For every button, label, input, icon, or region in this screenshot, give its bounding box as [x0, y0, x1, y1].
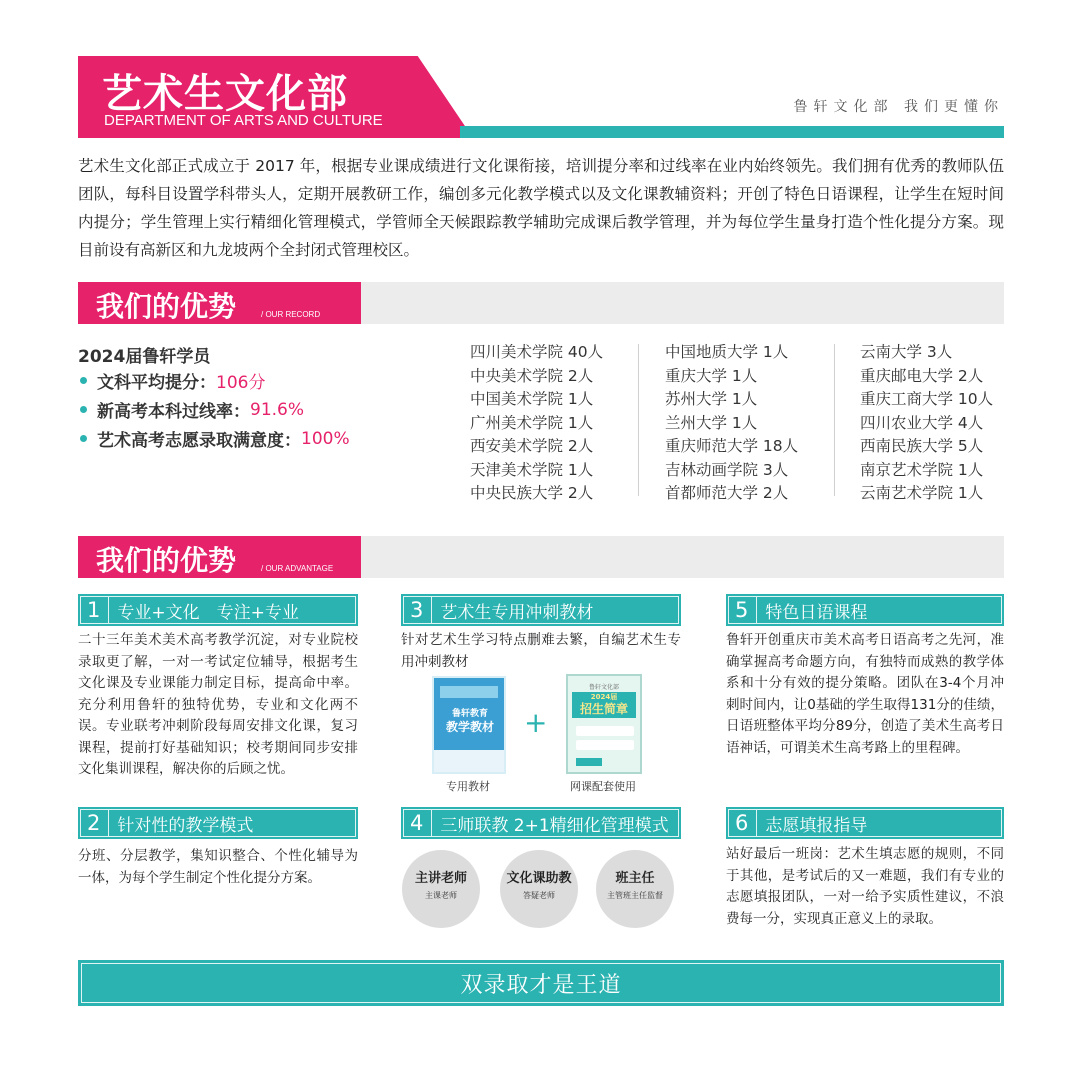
brochure-card	[576, 726, 634, 736]
university-item: 中央美术学院 2人	[470, 366, 594, 385]
page-title: 艺术生文化部	[102, 71, 348, 117]
university-item: 西南民族大学 5人	[860, 437, 984, 455]
university-list-col-3	[860, 340, 993, 505]
column-divider	[834, 344, 835, 496]
bullet-icon	[80, 435, 87, 442]
brochure-title: 招生简章	[579, 702, 628, 716]
intro-paragraph: 艺术生文化部正式成立于 2017 年，根据专业课成绩进行文化课衔接，培训提分率和过线率在业内始终领先。我们拥有优秀的教师队伍团队，每科目设置学科带头人，定期开展教研工作，编创多元化教学模式以及文化课教辅资料；开创了特色日语课程，让学生在短时间内提分；学生管理上实行精细化管理模式，学管师全天候跟踪教学辅助完成课后教学管理，并为每位学生量身打造个性化提分方案。现目前设有高新区和九龙坡两个全封闭式管理校区。	[78, 157, 1004, 259]
teacher-desc: 答疑老师	[523, 891, 555, 900]
stat-value: 91.6%	[250, 399, 305, 420]
stat-label: 艺术高考志愿录取满意度：	[97, 431, 301, 451]
university-item: 南京艺术学院 1人	[860, 460, 984, 479]
stat-value: 100%	[301, 428, 350, 449]
record-heading: 2024届鲁轩学员	[78, 347, 211, 367]
teacher-circle	[402, 850, 480, 928]
teacher-circle	[596, 850, 674, 928]
record-section-subtitle: / OUR RECORD	[261, 310, 321, 319]
advantage-number: 6	[729, 810, 757, 836]
brochure-image	[566, 674, 642, 774]
brochure-year: 2024届	[590, 693, 618, 701]
advantage-3-header	[401, 594, 681, 626]
stat-label: 文科平均提分：	[97, 373, 216, 393]
university-item: 中国地质大学 1人	[665, 343, 789, 361]
textbook-image	[432, 676, 506, 774]
brochure-button	[576, 758, 602, 766]
textbook-caption: 专用教材	[446, 780, 490, 793]
university-item: 兰州大学 1人	[665, 413, 758, 432]
advantage-section-subtitle: / OUR ADVANTAGE	[261, 564, 334, 573]
teacher-circle	[500, 850, 578, 928]
bullet-icon	[80, 406, 87, 413]
plus-icon: +	[524, 706, 548, 739]
university-list-col-1	[470, 340, 603, 505]
university-item: 云南艺术学院 1人	[860, 484, 984, 502]
university-item: 重庆邮电大学 2人	[860, 366, 984, 385]
page-subtitle: DEPARTMENT OF ARTS AND CULTURE	[104, 112, 383, 129]
advantage-2-header	[78, 807, 358, 839]
record-section-title: 我们的优势	[96, 290, 237, 323]
header-accent-bar	[460, 126, 1004, 138]
teacher-role: 班主任	[615, 871, 655, 886]
stats-list	[78, 366, 350, 453]
advantage-title: 三师联教 2+1精细化管理模式	[440, 815, 669, 836]
book-banner	[440, 686, 498, 698]
advantage-title: 艺术生专用冲刺教材	[440, 602, 594, 623]
university-item: 云南大学 3人	[860, 343, 953, 361]
advantage-1-header	[78, 594, 358, 626]
university-item: 四川美术学院 40人	[470, 343, 604, 361]
advantage-5-header	[726, 594, 1004, 626]
advantage-section-bar	[78, 536, 1004, 578]
advantage-1-body: 二十三年美术美术高考教学沉淀，对专业院校录取更了解，一对一考试定位辅导，根据考生文化课及专业课能力制定目标，提高命中率。充分利用鲁轩的独特优势，专业和文化两不误。专业联考冲刺阶段每周安排文化课，复习课程，提前打好基础知识；校考期间同步安排文化集训课程，解决你的后顾之忧。	[78, 632, 358, 777]
footer-banner	[78, 960, 1004, 1006]
stat-item	[78, 395, 350, 424]
stat-item	[78, 424, 350, 453]
advantage-number: 5	[729, 597, 757, 623]
brochure-title-band	[572, 692, 636, 718]
advantage-number: 2	[81, 810, 109, 836]
university-item: 首都师范大学 2人	[665, 484, 789, 502]
university-item: 中央民族大学 2人	[470, 484, 594, 502]
university-item: 苏州大学 1人	[665, 390, 758, 408]
record-section-label-bg	[78, 282, 361, 324]
advantage-3-body: 针对艺术生学习特点删难去繁，自编艺术生专用冲刺教材	[401, 632, 681, 670]
university-item: 中国美术学院 1人	[470, 390, 594, 408]
university-list-col-2	[665, 340, 798, 505]
advantage-number: 1	[81, 597, 109, 623]
book-footer	[434, 750, 504, 772]
brochure-header: 鲁轩文化部	[588, 684, 619, 691]
advantage-2-body: 分班、分层教学，集知识整合、个性化辅导为一体，为每个学生制定个性化提分方案。	[78, 848, 358, 886]
university-item: 吉林动画学院 3人	[665, 460, 789, 479]
advantage-title: 特色日语课程	[765, 602, 868, 623]
advantage-number: 3	[404, 597, 432, 623]
university-item: 广州美术学院 1人	[470, 413, 594, 432]
university-item: 西安美术学院 2人	[470, 437, 594, 455]
column-divider	[638, 344, 639, 496]
advantage-4-header	[401, 807, 681, 839]
advantage-section-label-bg	[78, 536, 361, 578]
advantage-number: 4	[404, 810, 432, 836]
book-line-1: 鲁轩教育	[451, 709, 488, 719]
stat-item	[78, 366, 350, 395]
university-item: 重庆工商大学 10人	[860, 390, 994, 408]
teacher-desc: 主管班主任监督	[607, 891, 663, 900]
university-item: 四川农业大学 4人	[860, 413, 984, 432]
advantage-6-body: 站好最后一班岗：艺术生填志愿的规则，不同于其他，是考试后的又一难题，我们有专业的志愿填报团队，一对一给予实质性建议，不浪费每一分，实现真正意义上的录取。	[726, 846, 1004, 927]
university-item: 重庆师范大学 18人	[665, 437, 799, 455]
university-item: 天津美术学院 1人	[470, 460, 594, 479]
footer-text: 双录取才是王道	[81, 963, 1001, 1003]
record-section-bar	[78, 282, 1004, 324]
university-item: 重庆大学 1人	[665, 366, 758, 385]
teacher-desc: 主课老师	[425, 891, 457, 900]
teacher-role: 主讲老师	[414, 871, 467, 886]
brochure-caption: 网课配套使用	[570, 780, 636, 793]
stat-label: 新高考本科过线率：	[97, 402, 250, 422]
advantage-title: 志愿填报指导	[765, 815, 868, 836]
book-line-2: 教学教材	[445, 720, 494, 734]
advantage-6-header	[726, 807, 1004, 839]
advantage-5-body: 鲁轩开创重庆市美术高考日语高考之先河，准确掌握高考命题方向，有独特而成熟的教学体系和十分有效的提分策略。团队在3-4个月冲刺时间内，让0基础的学生取得131分的佳绩，日语班整体平均分89分，创造了美术生高考日语神话，可谓美术生高考路上的里程碑。	[726, 632, 1004, 756]
advantage-section-title: 我们的优势	[96, 544, 237, 577]
teacher-role: 文化课助教	[506, 871, 572, 886]
advantage-title: 针对性的教学模式	[117, 815, 254, 836]
advantage-title: 专业+文化 专注+专业	[117, 602, 299, 623]
stat-value: 106分	[216, 373, 266, 393]
header-slogan: 鲁轩文化部 我们更懂你	[793, 99, 1004, 115]
brochure-card	[576, 740, 634, 750]
bullet-icon	[80, 377, 87, 384]
